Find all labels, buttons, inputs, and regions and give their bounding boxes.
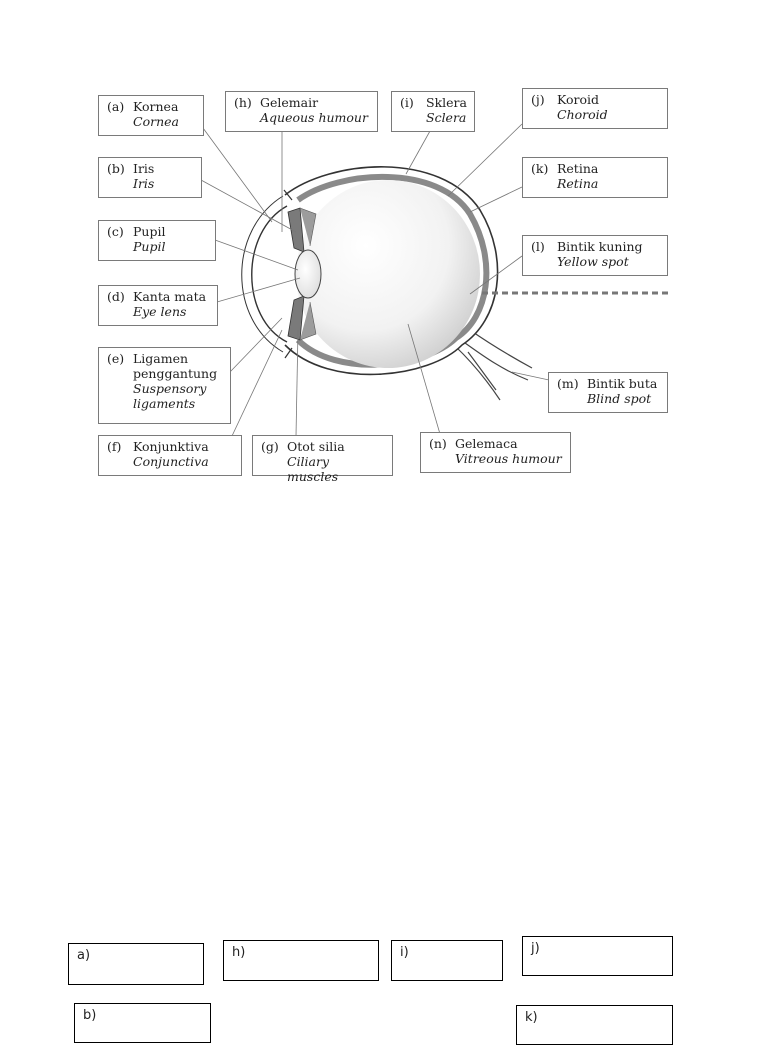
label-malay: Sklera: [426, 95, 467, 110]
label-code: (d): [107, 289, 125, 304]
label-code: (b): [107, 161, 125, 176]
answer-label: i): [400, 945, 409, 960]
label-f-conjunctiva: [98, 435, 242, 476]
label-b-iris: [98, 157, 202, 198]
label-english: Vitreous humour: [455, 451, 562, 466]
label-code: (n): [429, 436, 447, 451]
label-i-sclera: [391, 91, 475, 132]
label-malay: Bintik kuning: [557, 239, 643, 254]
label-english: Iris: [133, 176, 155, 191]
label-malay: Bintik buta: [587, 376, 658, 391]
label-code: (e): [107, 351, 125, 366]
vitreous-body: [296, 180, 480, 368]
answer-label: k): [525, 1010, 538, 1025]
label-english: Cornea: [133, 114, 179, 129]
label-code: (a): [107, 99, 125, 114]
answer-label: b): [83, 1008, 97, 1023]
label-code: (i): [400, 95, 414, 110]
label-code: (k): [531, 161, 549, 176]
answer-label: h): [232, 945, 246, 960]
label-malay: Iris: [133, 161, 155, 176]
label-n-vitreous-humour: [420, 432, 571, 473]
label-english: Conjunctiva: [133, 454, 209, 469]
label-malay: Ligamen penggantung: [133, 351, 218, 381]
label-english: Choroid: [557, 107, 608, 122]
eye-lens-shape: [295, 250, 321, 298]
label-c-pupil: [98, 220, 216, 261]
label-malay: Konjunktiva: [133, 439, 209, 454]
label-code: (f): [107, 439, 122, 454]
label-code: (j): [531, 92, 545, 107]
label-malay: Kanta mata: [133, 289, 207, 304]
label-a-cornea: [98, 95, 204, 136]
label-h-aqueous-humour: [225, 91, 378, 132]
label-malay: Gelemaca: [455, 436, 518, 451]
label-code: (l): [531, 239, 545, 254]
label-malay: Otot silia: [287, 439, 345, 454]
label-e-suspensory-ligaments: [98, 347, 231, 424]
answer-box-j[interactable]: [522, 936, 673, 976]
label-english: Pupil: [133, 239, 166, 254]
label-code: (c): [107, 224, 124, 239]
label-english: Retina: [557, 176, 599, 191]
answer-label: a): [77, 948, 91, 963]
answer-box-k[interactable]: [516, 1005, 673, 1045]
label-malay: Gelemair: [260, 95, 319, 110]
label-english: Aqueous humour: [260, 110, 368, 125]
label-english: Eye lens: [133, 304, 187, 319]
label-english: Sclera: [426, 110, 467, 125]
label-code: (g): [261, 439, 279, 454]
label-english: Ciliary muscles: [287, 454, 339, 484]
label-l-yellow-spot: [522, 235, 668, 276]
label-malay: Retina: [557, 161, 599, 176]
label-k-retina: [522, 157, 668, 198]
label-malay: Kornea: [133, 99, 179, 114]
answer-box-b[interactable]: [74, 1003, 211, 1043]
answer-box-h[interactable]: [223, 940, 379, 981]
label-code: (h): [234, 95, 252, 110]
label-english: Yellow spot: [557, 254, 629, 269]
label-j-choroid: [522, 88, 668, 129]
label-english: Suspensory ligaments: [133, 381, 207, 411]
answer-box-a[interactable]: [68, 943, 204, 985]
answer-label: j): [531, 941, 540, 956]
label-m-blind-spot: [548, 372, 668, 413]
label-code: (m): [557, 376, 579, 391]
label-english: Blind spot: [587, 391, 652, 406]
answer-box-i[interactable]: [391, 940, 503, 981]
label-malay: Pupil: [133, 224, 166, 239]
label-g-ciliary-muscles: [252, 435, 393, 484]
label-malay: Koroid: [557, 92, 600, 107]
label-d-eye-lens: [98, 285, 218, 326]
